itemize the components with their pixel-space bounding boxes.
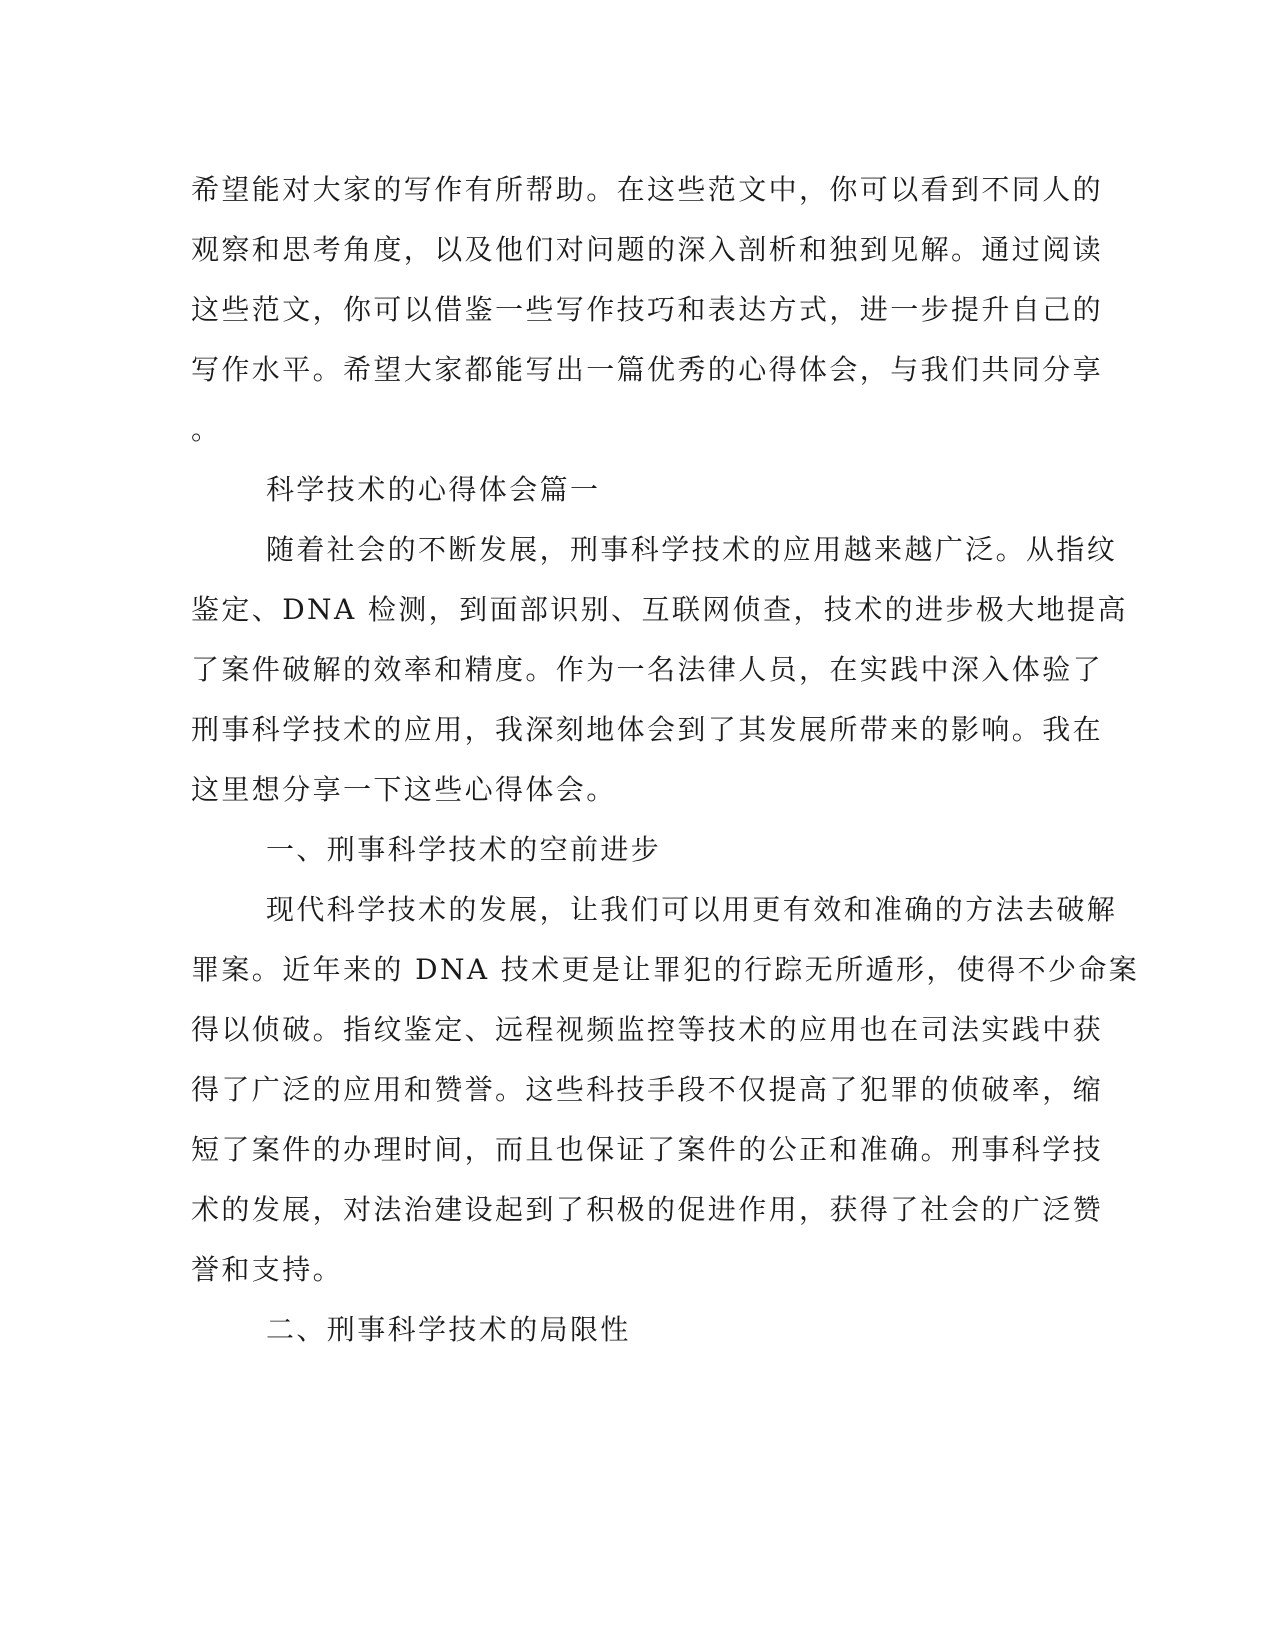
text-line: 现代科学技术的发展，让我们可以用更有效和准确的方法去破解 xyxy=(266,893,1118,926)
text-line: 这些范文，你可以借鉴一些写作技巧和表达方式，进一步提升自己的 xyxy=(191,293,1104,326)
text-line: 这里想分享一下这些心得体会。 xyxy=(191,773,617,806)
section-title: 科学技术的心得体会篇一 xyxy=(266,473,601,506)
text-line: 誉和支持。 xyxy=(191,1253,344,1286)
text-line: 短了案件的办理时间，而且也保证了案件的公正和准确。刑事科学技 xyxy=(191,1133,1104,1166)
text-line: 得了广泛的应用和赞誉。这些科技手段不仅提高了犯罪的侦破率，缩 xyxy=(191,1073,1104,1106)
text-line: 希望能对大家的写作有所帮助。在这些范文中，你可以看到不同人的 xyxy=(191,173,1104,206)
section-heading: 二、刑事科学技术的局限性 xyxy=(266,1313,631,1346)
text-line: 鉴定、DNA 检测，到面部识别、互联网侦查，技术的进步极大地提高 xyxy=(191,593,1128,626)
section-heading: 一、刑事科学技术的空前进步 xyxy=(266,833,662,866)
text-line: 写作水平。希望大家都能写出一篇优秀的心得体会，与我们共同分享 xyxy=(191,353,1104,386)
text-line: 。 xyxy=(191,413,222,446)
text-line: 术的发展，对法治建设起到了积极的促进作用，获得了社会的广泛赞 xyxy=(191,1193,1104,1226)
text-line: 随着社会的不断发展，刑事科学技术的应用越来越广泛。从指纹 xyxy=(266,533,1118,566)
text-line: 刑事科学技术的应用，我深刻地体会到了其发展所带来的影响。我在 xyxy=(191,713,1104,746)
text-line: 罪案。近年来的 DNA 技术更是让罪犯的行踪无所遁形，使得不少命案 xyxy=(191,953,1140,986)
text-line: 观察和思考角度，以及他们对问题的深入剖析和独到见解。通过阅读 xyxy=(191,233,1104,266)
text-line: 得以侦破。指纹鉴定、远程视频监控等技术的应用也在司法实践中获 xyxy=(191,1013,1104,1046)
text-line: 了案件破解的效率和精度。作为一名法律人员，在实践中深入体验了 xyxy=(191,653,1104,686)
